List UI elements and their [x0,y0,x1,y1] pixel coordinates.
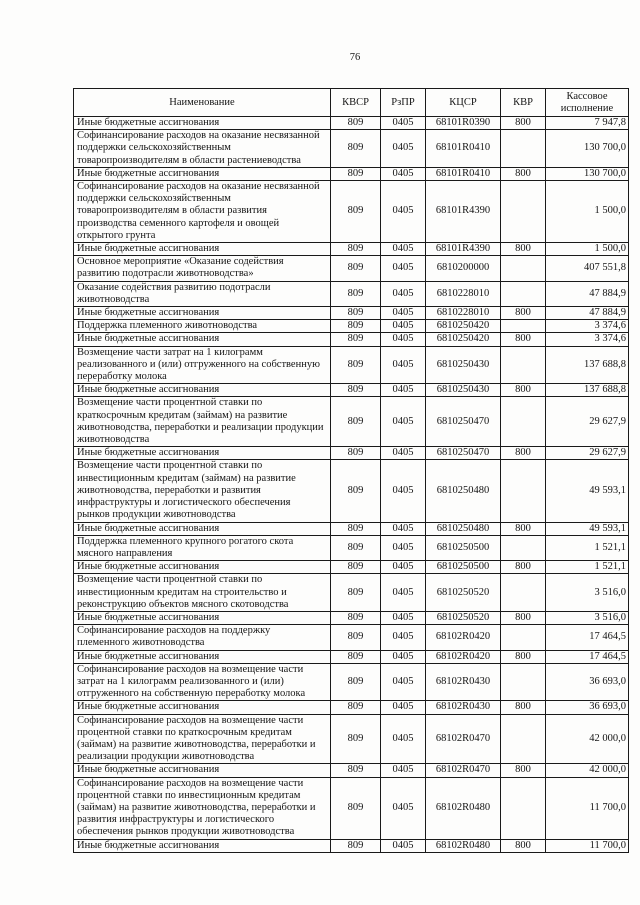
table-row [74,243,629,256]
row-rzpr-cell: 0405 [381,397,426,447]
row-cash-execution-cell: 7 947,8 [546,117,629,130]
row-kcsr-cell: 6810228010 [426,281,501,306]
row-kcsr-cell: 68101R4390 [426,243,501,256]
row-kvsr-cell: 809 [331,384,381,397]
row-kvr-cell: 800 [501,307,546,320]
table-row [74,117,629,130]
row-cash-execution-cell: 42 000,0 [546,764,629,777]
row-kvsr-cell: 809 [331,320,381,333]
row-cash-execution-cell: 1 521,1 [546,561,629,574]
row-cash-execution-cell: 1 500,0 [546,181,629,243]
row-name-cell: Иные бюджетные ассигнования [74,167,331,180]
row-rzpr-cell: 0405 [381,764,426,777]
row-kvr-cell [501,320,546,333]
row-kvr-cell: 800 [501,522,546,535]
row-rzpr-cell: 0405 [381,611,426,624]
row-kvr-cell [501,714,546,764]
row-kvsr-cell: 809 [331,167,381,180]
row-cash-execution-cell: 36 693,0 [546,701,629,714]
row-name-cell: Иные бюджетные ассигнования [74,243,331,256]
row-kvsr-cell: 809 [331,256,381,281]
table-row [74,130,629,168]
row-kcsr-cell: 6810250430 [426,346,501,384]
row-kcsr-cell: 68101R0410 [426,130,501,168]
row-kcsr-cell: 6810250420 [426,333,501,346]
table-row [74,181,629,243]
table-row [74,839,629,852]
row-cash-execution-cell: 130 700,0 [546,130,629,168]
row-name-cell: Возмещение части процентной ставки по краткосрочным кредитам (займам) на развитие животноводства, переработки и реализации продукции животноводства [74,397,331,447]
row-rzpr-cell: 0405 [381,333,426,346]
row-kvsr-cell: 809 [331,764,381,777]
row-name-cell: Возмещение части процентной ставки по инвестиционным кредитам (займам) на развитие животноводства, переработки и развития инфраструктуры и логистического обеспечения рынков продукции животноводства [74,460,331,522]
row-rzpr-cell: 0405 [381,701,426,714]
row-kvsr-cell: 809 [331,181,381,243]
row-name-cell: Возмещение части процентной ставки по инвестиционным кредитам на строительство и реконструкцию объектов мясного скотоводства [74,574,331,612]
row-kcsr-cell: 68102R0480 [426,839,501,852]
row-kvr-cell: 800 [501,839,546,852]
table-row [74,333,629,346]
table-row [74,714,629,764]
row-cash-execution-cell: 49 593,1 [546,460,629,522]
header-kvr: КВР [501,89,546,117]
row-kvr-cell [501,460,546,522]
row-kcsr-cell: 6810250430 [426,384,501,397]
header-row [74,89,629,117]
table-row [74,625,629,650]
row-kvsr-cell: 809 [331,397,381,447]
row-name-cell: Иные бюджетные ассигнования [74,650,331,663]
row-cash-execution-cell: 1 521,1 [546,535,629,560]
table-row [74,650,629,663]
row-kvr-cell: 800 [501,650,546,663]
row-name-cell: Иные бюджетные ассигнования [74,764,331,777]
row-rzpr-cell: 0405 [381,535,426,560]
row-name-cell: Софинансирование расходов на возмещение части затрат на 1 килограмм реализованного и (или) отгруженного на собственную переработку молока [74,663,331,701]
row-kvsr-cell: 809 [331,625,381,650]
row-cash-execution-cell: 11 700,0 [546,777,629,839]
row-kvr-cell [501,535,546,560]
row-kcsr-cell: 6810250500 [426,561,501,574]
header-rzpr: РзПР [381,89,426,117]
row-cash-execution-cell: 407 551,8 [546,256,629,281]
row-rzpr-cell: 0405 [381,307,426,320]
header-cash-execution: Кассовое исполнение [546,89,629,117]
table-row [74,663,629,701]
row-kcsr-cell: 6810250480 [426,460,501,522]
row-kcsr-cell: 6810250420 [426,320,501,333]
row-name-cell: Основное мероприятие «Оказание содействия развитию подотрасли животноводства» [74,256,331,281]
budget-execution-table [73,88,629,853]
row-kvsr-cell: 809 [331,522,381,535]
row-kcsr-cell: 6810200000 [426,256,501,281]
row-kvsr-cell: 809 [331,561,381,574]
table-row [74,447,629,460]
row-name-cell: Поддержка племенного животноводства [74,320,331,333]
header-kcsr: КЦСР [426,89,501,117]
row-name-cell: Иные бюджетные ассигнования [74,839,331,852]
row-kvsr-cell: 809 [331,307,381,320]
table-row [74,281,629,306]
row-cash-execution-cell: 17 464,5 [546,625,629,650]
table-row [74,167,629,180]
row-kvr-cell: 800 [501,243,546,256]
row-kcsr-cell: 6810250520 [426,611,501,624]
row-cash-execution-cell: 47 884,9 [546,307,629,320]
row-name-cell: Софинансирование расходов на возмещение части процентной ставки по краткосрочным кредитам (займам) на развитие животноводства, переработки и реализации продукции животноводства [74,714,331,764]
row-kcsr-cell: 68102R0480 [426,777,501,839]
row-kvsr-cell: 809 [331,243,381,256]
header-name: Наименование [74,89,331,117]
row-name-cell: Иные бюджетные ассигнования [74,522,331,535]
row-cash-execution-cell: 11 700,0 [546,839,629,852]
row-name-cell: Софинансирование расходов на оказание несвязанной поддержки сельскохозяйственным товаропроизводителям в области развития производства семенного картофеля и овощей открытого грунта [74,181,331,243]
row-cash-execution-cell: 3 374,6 [546,320,629,333]
table-row [74,701,629,714]
row-cash-execution-cell: 137 688,8 [546,346,629,384]
table-row [74,535,629,560]
header-kvsr: КВСР [331,89,381,117]
row-kvr-cell [501,346,546,384]
row-rzpr-cell: 0405 [381,460,426,522]
row-kvsr-cell: 809 [331,346,381,384]
row-kcsr-cell: 68102R0420 [426,650,501,663]
row-kvr-cell: 800 [501,764,546,777]
row-name-cell: Иные бюджетные ассигнования [74,447,331,460]
row-kvsr-cell: 809 [331,333,381,346]
row-kcsr-cell: 6810228010 [426,307,501,320]
row-kvsr-cell: 809 [331,574,381,612]
row-rzpr-cell: 0405 [381,181,426,243]
row-kvsr-cell: 809 [331,281,381,306]
row-kvr-cell [501,625,546,650]
row-kvr-cell [501,777,546,839]
row-kvsr-cell: 809 [331,650,381,663]
row-kvr-cell: 800 [501,447,546,460]
row-kvr-cell: 800 [501,611,546,624]
page-number: 76 [349,52,361,63]
table-row [74,320,629,333]
row-rzpr-cell: 0405 [381,625,426,650]
row-name-cell: Возмещение части затрат на 1 килограмм реализованного и (или) отгруженного на собственную переработку молока [74,346,331,384]
row-name-cell: Поддержка племенного крупного рогатого скота мясного направления [74,535,331,560]
table-row [74,460,629,522]
row-cash-execution-cell: 49 593,1 [546,522,629,535]
row-cash-execution-cell: 29 627,9 [546,397,629,447]
row-rzpr-cell: 0405 [381,522,426,535]
row-kcsr-cell: 68101R4390 [426,181,501,243]
table-row [74,574,629,612]
row-cash-execution-cell: 17 464,5 [546,650,629,663]
row-rzpr-cell: 0405 [381,777,426,839]
row-kvr-cell: 800 [501,117,546,130]
row-name-cell: Софинансирование расходов на поддержку племенного животноводства [74,625,331,650]
row-name-cell: Иные бюджетные ассигнования [74,117,331,130]
row-kcsr-cell: 68101R0390 [426,117,501,130]
row-kcsr-cell: 6810250520 [426,574,501,612]
row-kvsr-cell: 809 [331,714,381,764]
row-kvr-cell [501,281,546,306]
table-row [74,764,629,777]
row-kvr-cell: 800 [501,701,546,714]
row-cash-execution-cell: 130 700,0 [546,167,629,180]
row-rzpr-cell: 0405 [381,714,426,764]
row-rzpr-cell: 0405 [381,256,426,281]
row-kcsr-cell: 6810250470 [426,397,501,447]
table-row [74,561,629,574]
row-kvr-cell [501,181,546,243]
row-cash-execution-cell: 3 516,0 [546,611,629,624]
row-name-cell: Иные бюджетные ассигнования [74,384,331,397]
row-rzpr-cell: 0405 [381,346,426,384]
table-row [74,256,629,281]
row-cash-execution-cell: 3 516,0 [546,574,629,612]
table-row [74,777,629,839]
row-name-cell: Софинансирование расходов на возмещение части процентной ставки по инвестиционным кредитам (займам) на развитие животноводства, переработки и развития инфраструктуры и логистического обеспечения рынков продукции животноводства [74,777,331,839]
table-row [74,307,629,320]
row-kvr-cell: 800 [501,167,546,180]
row-kvr-cell [501,663,546,701]
row-rzpr-cell: 0405 [381,130,426,168]
row-name-cell: Иные бюджетные ассигнования [74,307,331,320]
row-cash-execution-cell: 42 000,0 [546,714,629,764]
row-kvsr-cell: 809 [331,447,381,460]
table-row [74,346,629,384]
row-rzpr-cell: 0405 [381,167,426,180]
row-name-cell: Оказание содействия развитию подотрасли животноводства [74,281,331,306]
row-name-cell: Иные бюджетные ассигнования [74,611,331,624]
row-rzpr-cell: 0405 [381,447,426,460]
row-kcsr-cell: 6810250480 [426,522,501,535]
row-name-cell: Софинансирование расходов на оказание несвязанной поддержки сельскохозяйственным товаропроизводителям в области растениеводства [74,130,331,168]
row-rzpr-cell: 0405 [381,320,426,333]
row-cash-execution-cell: 29 627,9 [546,447,629,460]
row-rzpr-cell: 0405 [381,663,426,701]
row-kcsr-cell: 6810250500 [426,535,501,560]
row-cash-execution-cell: 36 693,0 [546,663,629,701]
row-kcsr-cell: 68102R0430 [426,663,501,701]
row-name-cell: Иные бюджетные ассигнования [74,701,331,714]
row-rzpr-cell: 0405 [381,574,426,612]
table-row [74,522,629,535]
row-kvsr-cell: 809 [331,777,381,839]
row-kcsr-cell: 6810250470 [426,447,501,460]
row-kvsr-cell: 809 [331,839,381,852]
row-name-cell: Иные бюджетные ассигнования [74,333,331,346]
row-kvsr-cell: 809 [331,130,381,168]
table-row [74,384,629,397]
row-kvr-cell: 800 [501,561,546,574]
row-kvr-cell [501,130,546,168]
row-rzpr-cell: 0405 [381,561,426,574]
row-cash-execution-cell: 3 374,6 [546,333,629,346]
row-kcsr-cell: 68102R0430 [426,701,501,714]
row-kvsr-cell: 809 [331,663,381,701]
row-kvsr-cell: 809 [331,701,381,714]
row-kvr-cell [501,256,546,281]
row-rzpr-cell: 0405 [381,243,426,256]
row-kvr-cell [501,397,546,447]
row-kvsr-cell: 809 [331,460,381,522]
row-rzpr-cell: 0405 [381,839,426,852]
row-cash-execution-cell: 137 688,8 [546,384,629,397]
table-body [74,117,629,853]
row-rzpr-cell: 0405 [381,650,426,663]
row-kvsr-cell: 809 [331,535,381,560]
row-kcsr-cell: 68102R0470 [426,764,501,777]
table-row [74,397,629,447]
table-header [74,89,629,117]
table-row [74,611,629,624]
row-name-cell: Иные бюджетные ассигнования [74,561,331,574]
row-cash-execution-cell: 1 500,0 [546,243,629,256]
row-kcsr-cell: 68101R0410 [426,167,501,180]
row-rzpr-cell: 0405 [381,281,426,306]
row-kvsr-cell: 809 [331,117,381,130]
row-kvr-cell: 800 [501,384,546,397]
row-kcsr-cell: 68102R0420 [426,625,501,650]
row-kcsr-cell: 68102R0470 [426,714,501,764]
row-rzpr-cell: 0405 [381,384,426,397]
row-kvr-cell: 800 [501,333,546,346]
row-kvsr-cell: 809 [331,611,381,624]
row-kvr-cell [501,574,546,612]
row-rzpr-cell: 0405 [381,117,426,130]
row-cash-execution-cell: 47 884,9 [546,281,629,306]
